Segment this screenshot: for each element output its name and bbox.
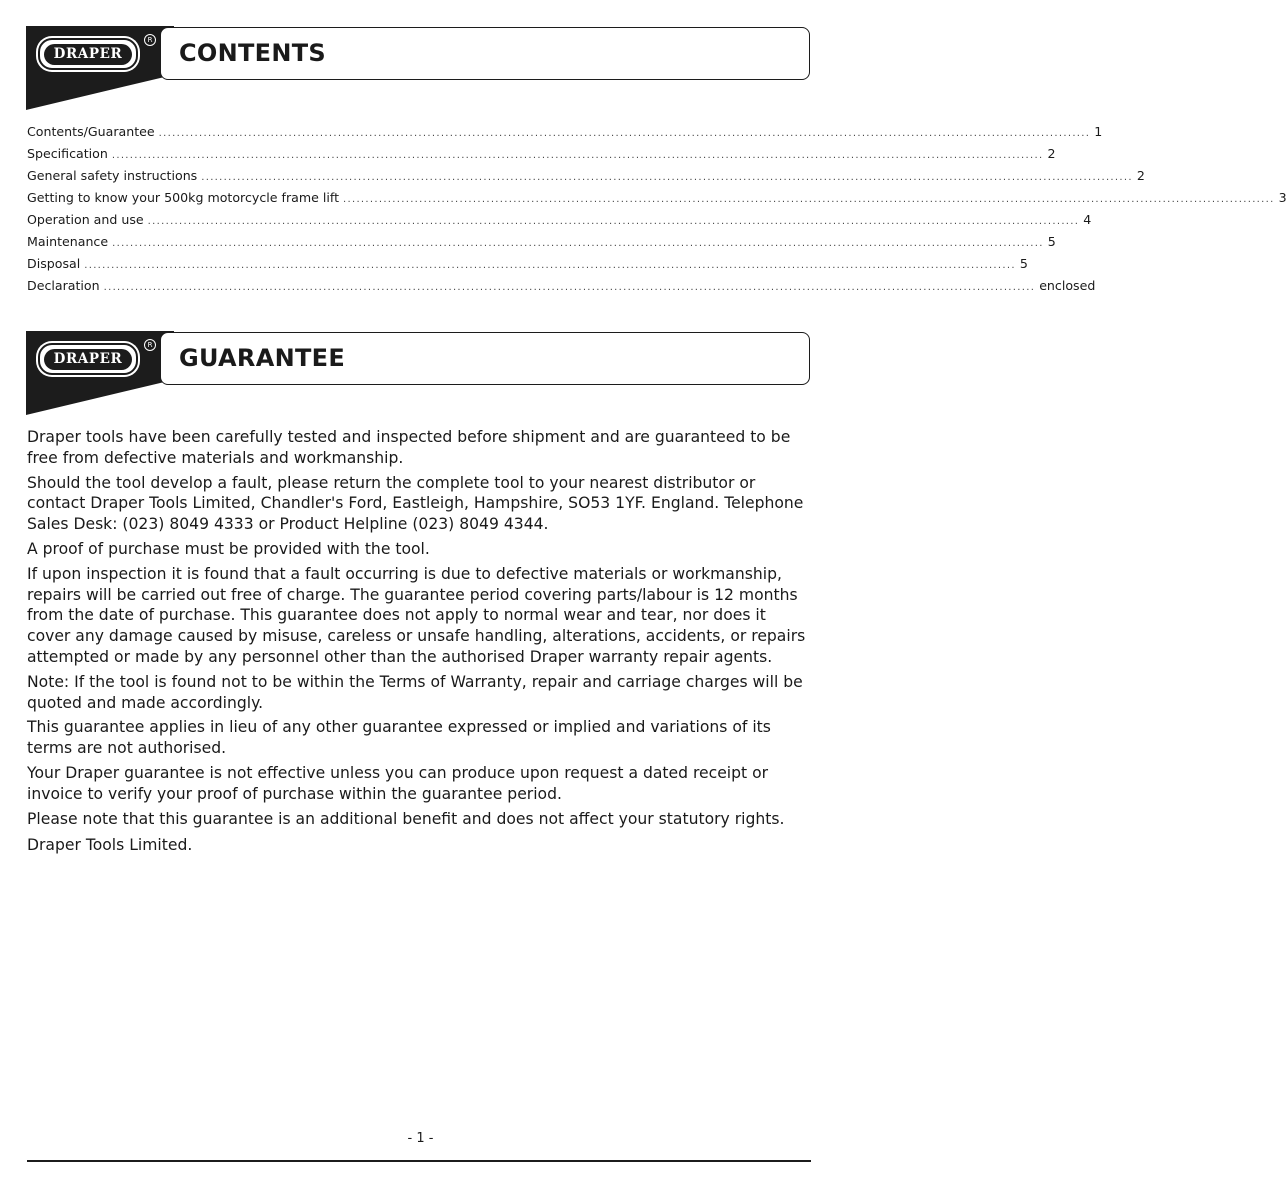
toc-leader-dots: ................................................................................................................................................................................................................: [201, 172, 1133, 183]
toc-row-disposal: [27, 253, 1028, 275]
guarantee-paragraph: Draper tools have been carefully tested and inspected before shipment and are guaranteed to be free from defective materials and workmanship.: [27, 428, 791, 467]
toc-label: Specification: [27, 146, 108, 161]
toc-row-getting-to-know: [27, 187, 1287, 209]
toc-page: 4: [1083, 212, 1092, 227]
contents-list: [27, 121, 1287, 297]
guarantee-title: GUARANTEE: [179, 344, 346, 372]
toc-label: General safety instructions: [27, 168, 198, 183]
guarantee-paragraph: Note: If the tool is found not to be within the Terms of Warranty, repair and carriage charges will be quoted and made accordingly.: [27, 672, 803, 712]
toc-leader-dots: ................................................................................................................................................................................................................: [343, 194, 1275, 205]
toc-label: Contents/Guarantee: [27, 124, 155, 139]
toc-page: 2: [1136, 168, 1145, 183]
toc-page: 5: [1019, 256, 1028, 271]
contents-title: CONTENTS: [179, 39, 327, 67]
guarantee-paragraph: This guarantee applies in lieu of any other guarantee expressed or implied and variations of its terms are not authorised.: [27, 718, 771, 758]
registered-mark-icon: R: [144, 34, 156, 46]
guarantee-title-box: [160, 332, 810, 385]
contents-header: [26, 26, 812, 110]
toc-leader-dots: ................................................................................................................................................................................................................: [84, 260, 1016, 271]
draper-logo-text: DRAPER: [44, 349, 132, 370]
toc-leader-dots: ................................................................................................................................................................................................................: [111, 150, 1044, 161]
toc-page: 5: [1047, 234, 1056, 249]
toc-page: 1: [1094, 124, 1103, 139]
toc-row-contents-guarantee: [27, 121, 1103, 143]
toc-label: Declaration: [27, 278, 100, 293]
toc-label: Disposal: [27, 256, 81, 271]
registered-mark-icon: R: [144, 339, 156, 351]
toc-label: Operation and use: [27, 212, 144, 227]
toc-row-specification: [27, 143, 1056, 165]
toc-label: Maintenance: [27, 234, 109, 249]
toc-row-operation: [27, 209, 1092, 231]
guarantee-header: [26, 331, 812, 415]
toc-page: 2: [1047, 146, 1056, 161]
guarantee-body: [27, 427, 813, 860]
toc-leader-dots: ................................................................................................................................................................................................................: [147, 216, 1080, 227]
draper-logo-text: DRAPER: [44, 44, 132, 65]
toc-row-declaration: [27, 275, 1096, 297]
toc-leader-dots: ................................................................................................................................................................................................................: [158, 128, 1091, 139]
toc-page: 3: [1278, 190, 1287, 205]
footer-rule: [27, 1160, 811, 1162]
guarantee-paragraph: A proof of purchase must be provided with the tool.: [27, 539, 430, 558]
contents-title-box: [160, 27, 810, 80]
toc-row-safety: [27, 165, 1145, 187]
draper-logo: [38, 38, 138, 70]
toc-page: enclosed: [1039, 278, 1096, 293]
draper-logo: [38, 343, 138, 375]
page-number: - 1 -: [407, 1131, 434, 1146]
guarantee-paragraph: Your Draper guarantee is not effective unless you can produce upon request a dated receipt or invoice to verify your proof of purchase within the guarantee period.: [27, 763, 769, 803]
guarantee-signoff: Draper Tools Limited.: [27, 836, 193, 855]
guarantee-paragraph: If upon inspection it is found that a fault occurring is due to defective materials or workmanship, repairs will be carried out free of charge. The guarantee period covering parts/labour is 12 months from the date of purchase. This guarantee does not apply to normal wear and tear, nor does it cover any damage caused by misuse, careless or unsafe handling, alterations, accidents, or repairs attempted or made by any personnel other than the authorised Draper warranty repair agents.: [27, 564, 806, 666]
guarantee-paragraph: Please note that this guarantee is an additional benefit and does not affect your statutory rights.: [27, 809, 785, 828]
toc-label: Getting to know your 500kg motorcycle frame lift: [27, 190, 340, 205]
toc-leader-dots: ................................................................................................................................................................................................................: [112, 238, 1044, 249]
guarantee-paragraph: Should the tool develop a fault, please return the complete tool to your nearest distributor or contact Draper Tools Limited, Chandler's Ford, Eastleigh, Hampshire, SO53 1YF. England. Telephone Sales Desk: (023) 8049 4333 or Product Helpline (023) 8049 4344.: [27, 473, 804, 534]
toc-row-maintenance: [27, 231, 1056, 253]
toc-leader-dots: ................................................................................................................................................................................................................: [103, 282, 1036, 293]
